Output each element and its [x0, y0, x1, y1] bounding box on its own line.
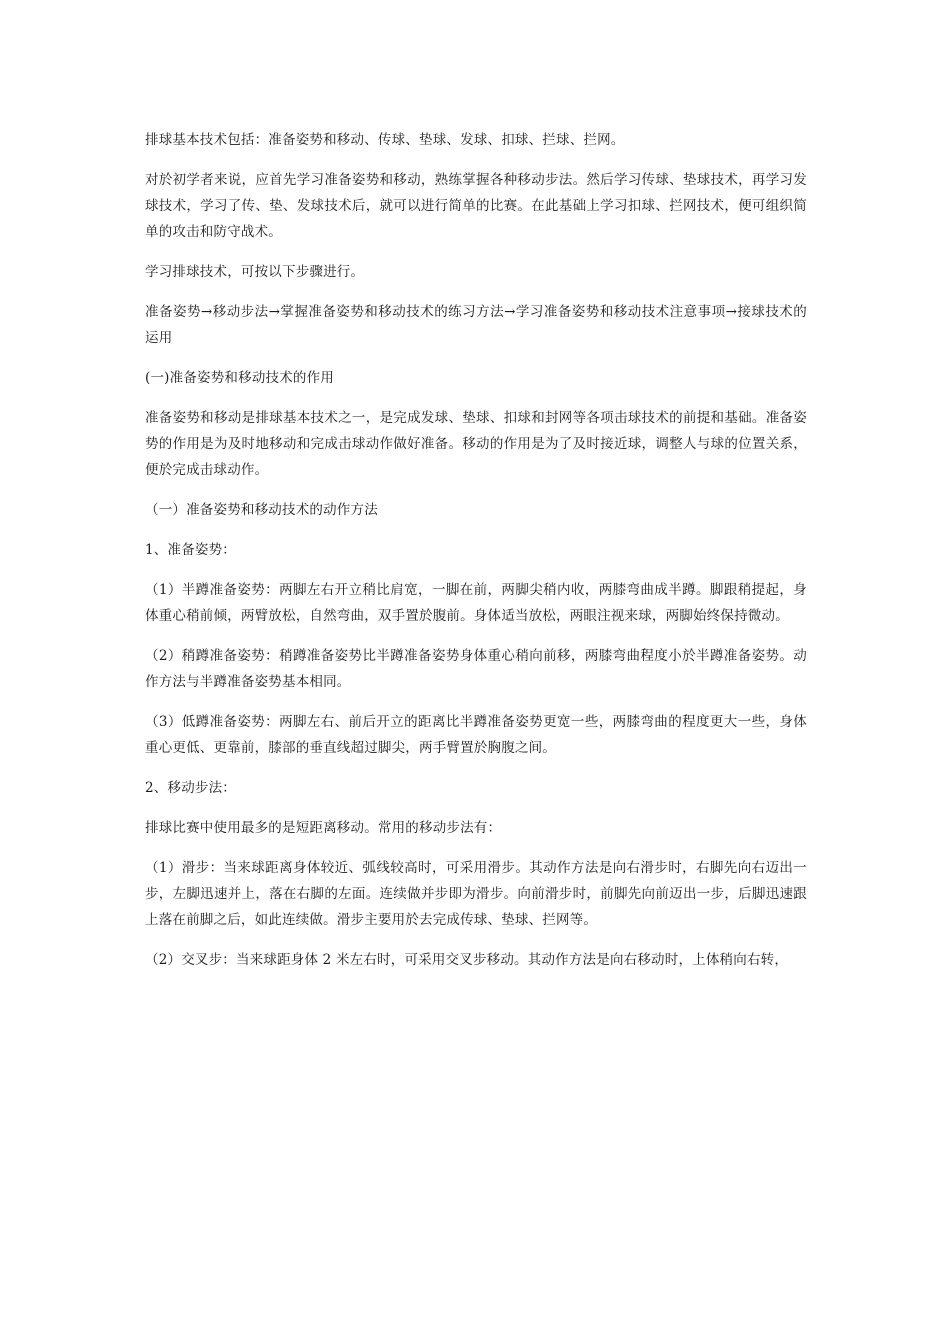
- section-heading-role: (一)准备姿势和移动技术的作用: [145, 370, 335, 386]
- cross-step-paragraph: （2）交叉步：当来球距身体 2 米左右时，可采用交叉步移动。其动作方法是向右移动时，上体稍向右转，: [145, 952, 789, 968]
- subheading-footwork: 2、移动步法：: [145, 780, 236, 796]
- beginner-paragraph: 对於初学者来说，应首先学习准备姿势和移动，熟练掌握各种移动步法。然后学习传球、垫球技术，再学习发球技术，学习了传、垫、发球技术后，就可以进行简单的比赛。在此基础上学习扣球、拦网技术，便可组织简单的攻击和防守战术。: [145, 172, 807, 240]
- section-heading-method: （一）准备姿势和移动技术的动作方法: [145, 502, 378, 518]
- low-squat-paragraph: （3）低蹲准备姿势：两脚左右、前后开立的距离比半蹲准备姿势更宽一些，两膝弯曲的程度更大一些，身体重心更低、更靠前，膝部的垂直线超过脚尖，两手臂置於胸腹之间。: [145, 714, 807, 756]
- role-paragraph: 准备姿势和移动是排球基本技术之一，是完成发球、垫球、扣球和封网等各项击球技术的前提和基础。准备姿势的作用是为及时地移动和完成击球动作做好准备。移动的作用是为了及时接近球，调整人与球的位置关系，便於完成击球动作。: [145, 410, 807, 478]
- footwork-intro-paragraph: 排球比赛中使用最多的是短距离移动。常用的移动步法有：: [145, 820, 502, 836]
- steps-sequence-paragraph: 准备姿势→移动步法→掌握准备姿势和移动技术的练习方法→学习准备姿势和移动技术注意事项→接球技术的运用: [145, 304, 807, 346]
- half-squat-paragraph: （1）半蹲准备姿势：两脚左右开立稍比肩宽，一脚在前，两脚尖稍内收，两膝弯曲成半蹲。脚跟稍提起，身体重心稍前倾，两臂放松，自然弯曲，双手置於腹前。身体适当放松，两眼注视来球，两脚始终保持微动。: [145, 582, 807, 624]
- sliding-step-paragraph: （1）滑步：当来球距离身体较近、弧线较高时，可采用滑步。其动作方法是向右滑步时，右脚先向右迈出一步，左脚迅速并上，落在右脚的左面。连续做并步即为滑步。向前滑步时，前脚先向前迈出一步，后脚迅速跟上落在前脚之后，如此连续做。滑步主要用於去完成传球、垫球、拦网等。: [145, 860, 807, 928]
- document-body: [145, 127, 807, 987]
- subheading-ready-posture: 1、准备姿势：: [145, 542, 236, 558]
- slight-squat-paragraph: （2）稍蹲准备姿势：稍蹲准备姿势比半蹲准备姿势身体重心稍向前移，两膝弯曲程度小於半蹲准备姿势。动作方法与半蹲准备姿势基本相同。: [145, 648, 807, 690]
- steps-intro-paragraph: 学习排球技术，可按以下步骤进行。: [145, 264, 365, 280]
- intro-paragraph: 排球基本技术包括：准备姿势和移动、传球、垫球、发球、扣球、拦球、拦网。: [145, 132, 625, 148]
